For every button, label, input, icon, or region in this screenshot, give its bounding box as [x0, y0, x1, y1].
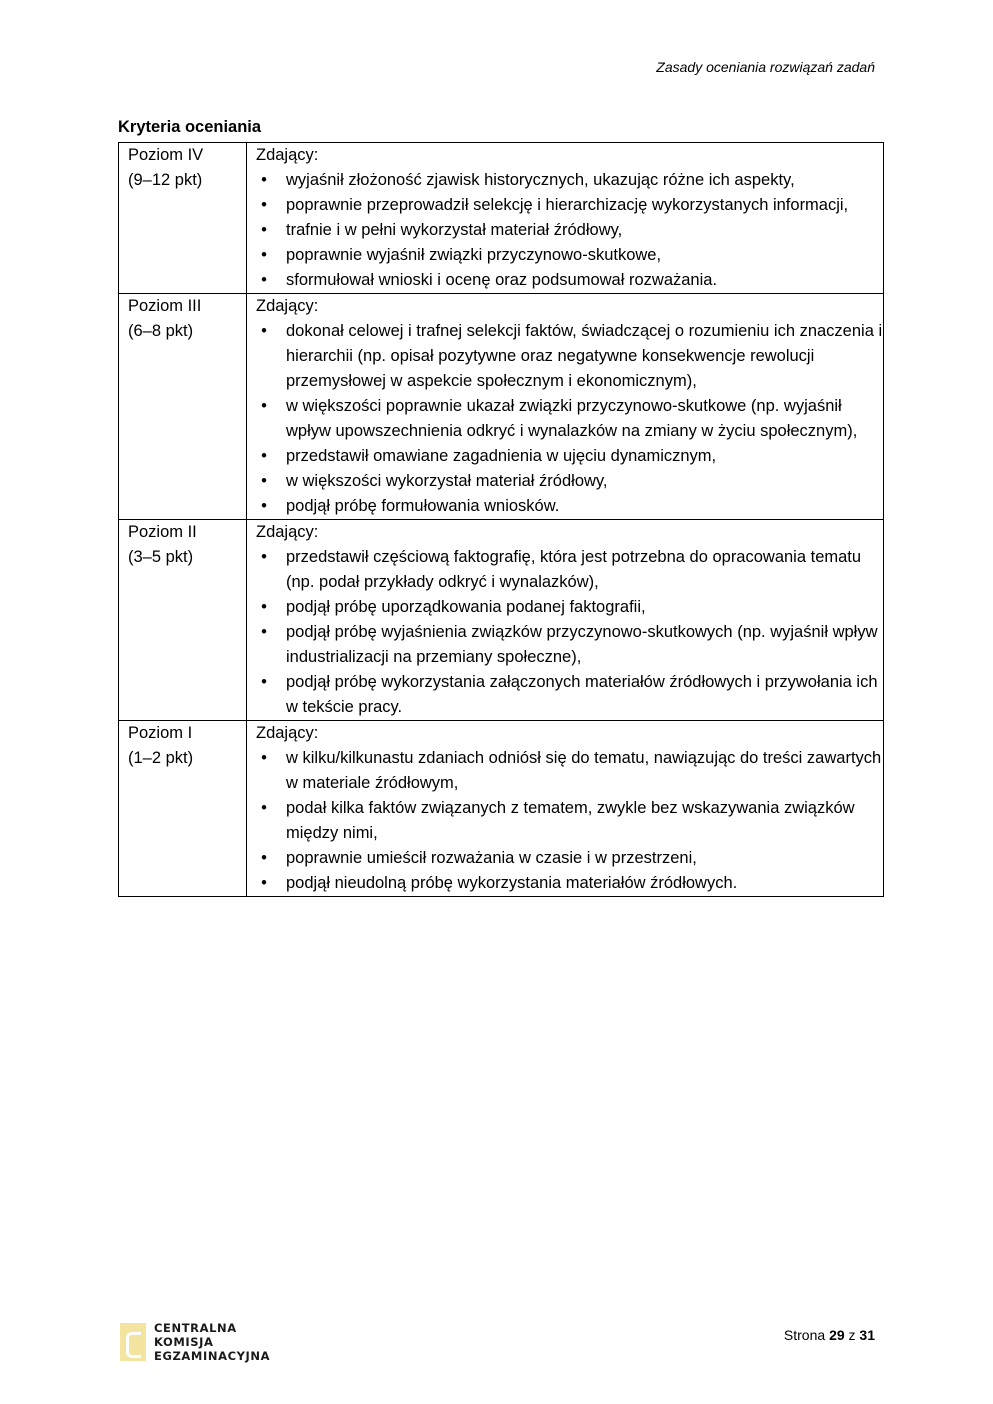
bullet-icon: • [261, 497, 267, 515]
bullet-icon: • [261, 799, 267, 817]
criteria-item-text: podał kilka faktów związanych z tematem, zwykle bez wskazywania związków między nimi, [286, 799, 855, 842]
level-cell [119, 520, 247, 721]
bullet-icon: • [261, 397, 267, 415]
criteria-description-cell [247, 294, 884, 520]
logo-line: EGZAMINACYJNA [154, 1349, 271, 1363]
bullet-icon: • [261, 874, 267, 892]
logo-line: KOMISJA [154, 1335, 214, 1349]
bullet-icon: • [261, 472, 267, 490]
bullet-icon: • [261, 246, 267, 264]
criteria-intro: Zdający: [256, 297, 319, 315]
criteria-item-text: sformułował wnioski i ocenę oraz podsumował rozważania. [286, 271, 718, 289]
criteria-row [119, 143, 884, 294]
criteria-list [256, 168, 883, 293]
criteria-item-text: wyjaśnił złożoność zjawisk historycznych, ukazując różne ich aspekty, [286, 171, 795, 189]
criteria-item [256, 218, 883, 243]
criteria-list [256, 319, 883, 519]
criteria-item-text: w większości wykorzystał materiał źródłowy, [286, 472, 608, 490]
bullet-icon: • [261, 598, 267, 616]
criteria-table [118, 142, 884, 897]
level-name: Poziom III [128, 297, 202, 315]
page-prefix: Strona [783, 1327, 826, 1343]
criteria-item [256, 746, 883, 796]
logo-line: CENTRALNA [154, 1321, 237, 1335]
criteria-item [256, 243, 883, 268]
criteria-item [256, 469, 883, 494]
criteria-item [256, 595, 883, 620]
bullet-icon: • [261, 447, 267, 465]
criteria-item [256, 193, 883, 218]
page-sep: z [848, 1327, 856, 1343]
level-points: (6–8 pkt) [128, 322, 194, 340]
criteria-item [256, 494, 883, 519]
criteria-item-text: poprawnie przeprowadził selekcję i hierarchizację wykorzystanych informacji, [286, 196, 849, 214]
criteria-row [119, 721, 884, 897]
criteria-intro: Zdający: [256, 724, 319, 742]
criteria-intro: Zdający: [256, 523, 319, 541]
bullet-icon: • [261, 271, 267, 289]
level-points: (3–5 pkt) [128, 548, 194, 566]
level-points: (1–2 pkt) [128, 749, 194, 767]
criteria-item-text: podjął próbę wyjaśnienia związków przyczynowo-skutkowych (np. wyjaśnił wpływ industrializacji na przemiany społeczne), [286, 623, 878, 666]
running-header: Zasady oceniania rozwiązań zadań [656, 59, 875, 75]
level-points: (9–12 pkt) [128, 171, 203, 189]
section-heading: Kryteria oceniania [118, 118, 262, 136]
criteria-item [256, 444, 883, 469]
criteria-description-cell [247, 721, 884, 897]
level-name: Poziom IV [128, 146, 204, 164]
criteria-item [256, 620, 883, 670]
level-cell [119, 294, 247, 520]
bullet-icon: • [261, 196, 267, 214]
criteria-item-text: przedstawił częściową faktografię, która jest potrzebna do opracowania tematu (np. podał przykłady odkryć i wynalazków), [286, 548, 862, 591]
criteria-item [256, 394, 883, 444]
bullet-icon: • [261, 673, 267, 691]
criteria-item [256, 670, 883, 720]
cke-logo-icon [120, 1323, 146, 1361]
criteria-item-text: podjął próbę wykorzystania załączonych materiałów źródłowych i przywołania ich w tekście pracy. [286, 673, 878, 716]
criteria-item [256, 319, 883, 394]
page-total: 31 [859, 1327, 875, 1343]
bullet-icon: • [261, 322, 267, 340]
criteria-item [256, 846, 883, 871]
criteria-item-text: w kilku/kilkunastu zdaniach odniósł się do tematu, nawiązując do treści zawartych w materiale źródłowym, [286, 749, 882, 792]
criteria-intro: Zdający: [256, 146, 319, 164]
level-name: Poziom II [128, 523, 197, 541]
bullet-icon: • [261, 221, 267, 239]
criteria-item-text: podjął próbę formułowania wniosków. [286, 497, 560, 515]
page-current: 29 [829, 1327, 845, 1343]
criteria-item [256, 796, 883, 846]
criteria-item [256, 545, 883, 595]
bullet-icon: • [261, 623, 267, 641]
criteria-item [256, 871, 883, 896]
criteria-item-text: poprawnie umieścił rozważania w czasie i w przestrzeni, [286, 849, 697, 867]
criteria-description-cell [247, 520, 884, 721]
cke-logo [120, 1321, 270, 1363]
criteria-item-text: przedstawił omawiane zagadnienia w ujęciu dynamicznym, [286, 447, 717, 465]
bullet-icon: • [261, 548, 267, 566]
criteria-list [256, 545, 883, 720]
criteria-item-text: dokonał celowej i trafnej selekcji faktów, świadczącej o rozumieniu ich znaczenia i hierarchii (np. opisał pozytywne oraz negatywne konsekwencje rewolucji przemysłowej w aspekcie społecznym i ekonomicznym), [286, 322, 883, 390]
criteria-item-text: poprawnie wyjaśnił związki przyczynowo-skutkowe, [286, 246, 662, 264]
criteria-item-text: podjął nieudolną próbę wykorzystania materiałów źródłowych. [286, 874, 738, 892]
bullet-icon: • [261, 749, 267, 767]
criteria-row [119, 520, 884, 721]
criteria-item-text: trafnie i w pełni wykorzystał materiał źródłowy, [286, 221, 623, 239]
criteria-item-text: podjął próbę uporządkowania podanej faktografii, [286, 598, 646, 616]
level-cell [119, 721, 247, 897]
cke-logo-text [154, 1321, 270, 1363]
criteria-item [256, 168, 883, 193]
criteria-item [256, 268, 883, 293]
page-number [784, 1327, 875, 1343]
bullet-icon: • [261, 849, 267, 867]
bullet-icon: • [261, 171, 267, 189]
level-cell [119, 143, 247, 294]
criteria-row [119, 294, 884, 520]
criteria-item-text: w większości poprawnie ukazał związki przyczynowo-skutkowe (np. wyjaśnił wpływ upowszechnienia odkryć i wynalazków na zmiany w życiu społecznym), [286, 397, 858, 440]
level-name: Poziom I [128, 724, 193, 742]
criteria-list [256, 746, 883, 896]
criteria-description-cell [247, 143, 884, 294]
